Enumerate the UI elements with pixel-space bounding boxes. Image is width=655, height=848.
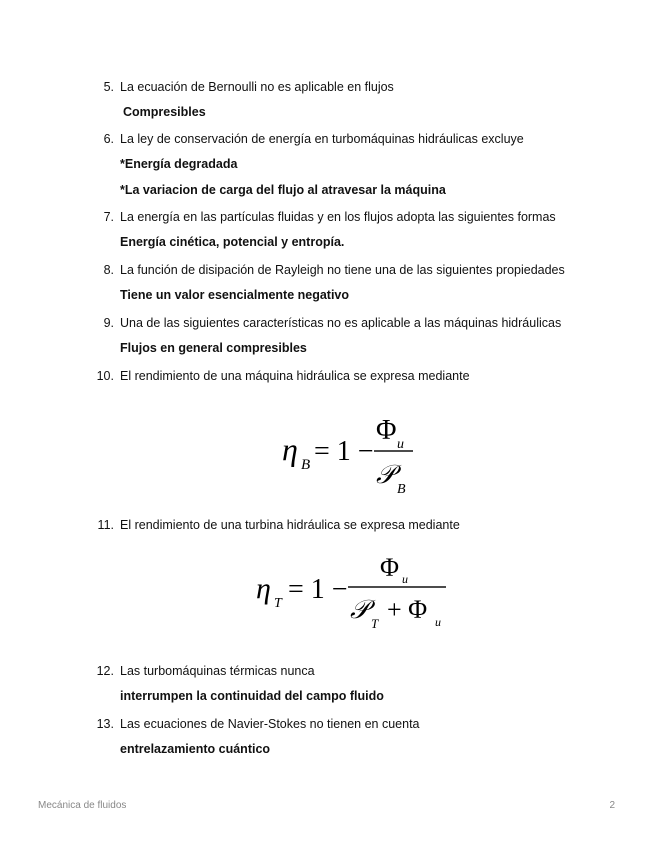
question-number: 11. [97,518,114,532]
question-number: 12. [96,664,114,678]
footer-title: Mecánica de fluidos [38,800,127,811]
phi-subscript: u [435,615,441,629]
page-number: 2 [609,800,615,811]
plus-phi: + Φ [387,595,428,624]
power-subscript: B [397,482,406,497]
phi-symbol: Φ [376,415,397,446]
power-subscript: T [371,616,379,631]
phi-subscript: u [402,572,408,586]
efficiency-formula-machine [270,405,430,500]
power-symbol: 𝒫 [376,460,395,489]
question-number: 8. [103,263,114,277]
power-symbol: 𝒫 [350,595,369,624]
question-number: 13. [96,717,114,731]
question-number: 9. [103,316,114,330]
question-text: Las ecuaciones de Navier-Stokes no tienen en cuenta [120,717,420,731]
question-text: La energía en las partículas fluidas y en los flujos adopta las siguientes formas [120,210,556,224]
phi-symbol: Φ [380,553,400,582]
question-number: 10. [96,369,114,383]
question-text: La función de disipación de Rayleigh no tiene una de las siguientes propiedades [120,263,565,277]
efficiency-formula-turbine [250,550,460,635]
question-text: Una de las siguientes características no es aplicable a las máquinas hidráulicas [120,316,562,330]
eta-subscript: B [301,457,311,473]
eta-symbol: η [256,572,271,605]
eta-subscript: T [274,596,282,611]
eta-symbol: η [282,431,298,467]
answer: Tiene un valor esencialmente negativo [120,288,350,302]
question-number: 6. [103,132,114,146]
question-text: El rendimiento de una turbina hidráulica se expresa mediante [120,518,460,532]
phi-subscript: u [397,437,404,452]
answer: Flujos en general compresibles [120,341,307,355]
equals-one-minus: = 1 − [288,574,348,605]
answer: interrumpen la continuidad del campo fluido [120,689,384,703]
answer: *La variacion de carga del flujo al atravesar la máquina [120,183,446,197]
equals-one-minus: = 1 − [314,436,374,467]
question-text: Las turbomáquinas térmicas nunca [120,664,315,678]
question-text: El rendimiento de una máquina hidráulica se expresa mediante [120,369,470,383]
answer: Energía cinética, potencial y entropía. [120,235,345,249]
question-number: 5. [103,80,114,94]
answer: *Energía degradada [120,157,238,171]
question-text: La ecuación de Bernoulli no es aplicable en flujos [120,80,394,94]
answer: entrelazamiento cuántico [120,742,271,756]
question-text: La ley de conservación de energía en turbomáquinas hidráulicas excluye [120,132,524,146]
question-number: 7. [103,210,114,224]
answer: Compresibles [123,105,206,119]
